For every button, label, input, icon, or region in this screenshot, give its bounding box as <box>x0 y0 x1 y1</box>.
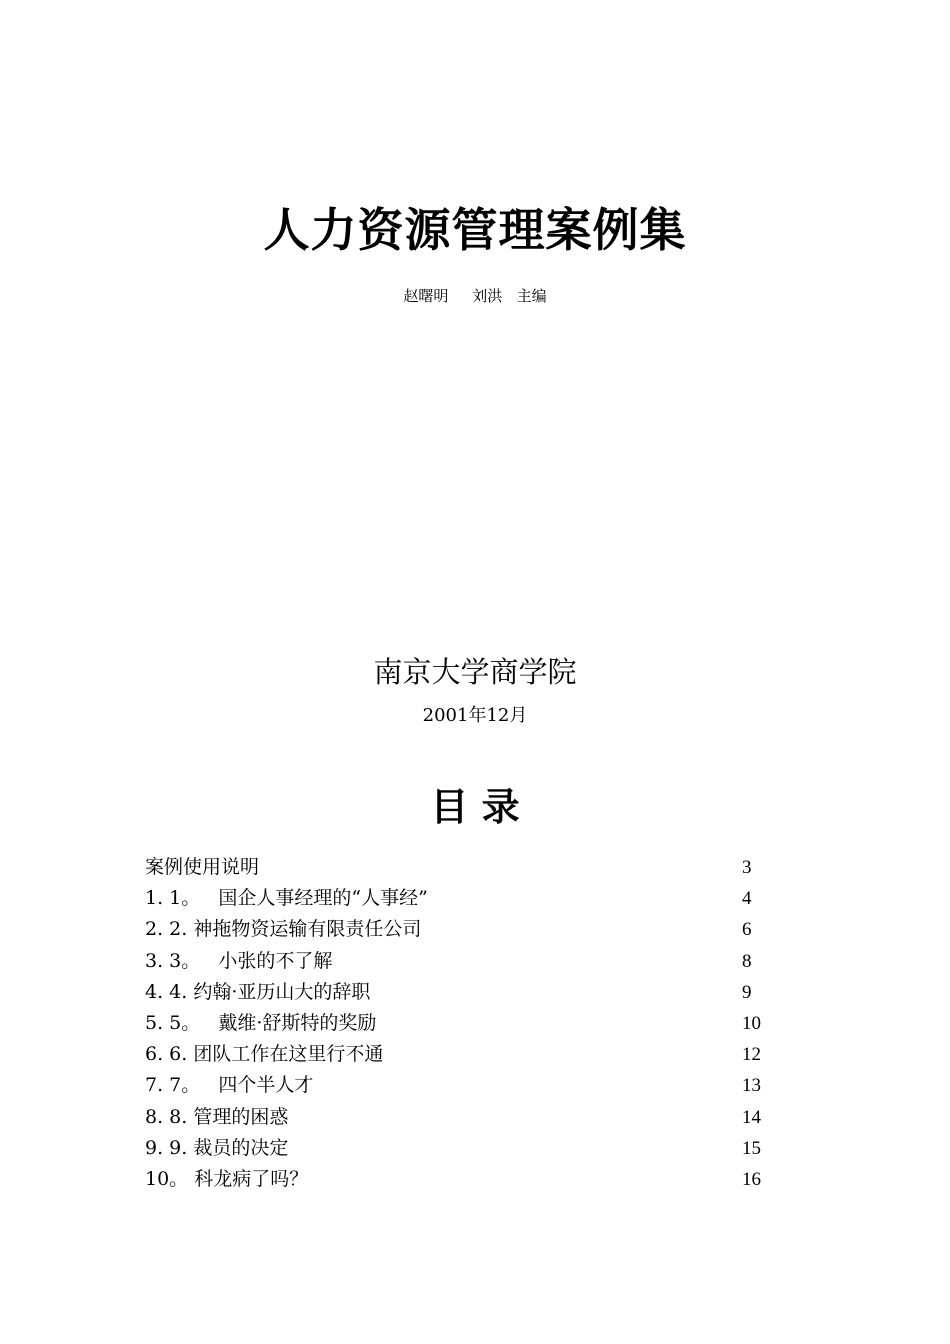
toc-entry-page: 3 <box>742 857 752 878</box>
toc-entry-page: 4 <box>742 888 752 910</box>
institution-name: 南京大学商学院 <box>373 655 577 689</box>
toc-entry-page: 9 <box>742 981 752 1003</box>
toc-entry-title: 9. 9. 裁员的决定 <box>145 1136 289 1159</box>
toc-entry[interactable] <box>145 1133 785 1164</box>
toc-entry-page: 13 <box>742 1075 761 1097</box>
toc-entry[interactable] <box>145 1008 785 1039</box>
publication-date: 2001年12月 <box>422 705 528 726</box>
toc-entry[interactable] <box>145 1070 785 1101</box>
toc-entry[interactable] <box>145 1039 785 1070</box>
toc-entry-page: 8 <box>742 950 752 972</box>
toc-entry-title: 2. 2. 神拖物资运输有限责任公司 <box>145 918 422 941</box>
toc-entry[interactable] <box>145 1164 785 1195</box>
toc-entry-title: 5. 5。 戴维·舒斯特的奖励 <box>145 1011 377 1034</box>
toc-entry-page: 6 <box>742 919 752 941</box>
toc-entry-title: 7. 7。 四个半人才 <box>145 1074 314 1097</box>
book-title: 人力资源管理案例集 <box>263 203 687 257</box>
toc-entry-title: 3. 3。 小张的不了解 <box>145 949 333 972</box>
toc-entry-title: 4. 4. 约翰·亚历山大的辞职 <box>145 980 371 1003</box>
toc-entry[interactable] <box>145 1102 785 1133</box>
toc-heading: 目 录 <box>430 785 520 829</box>
toc-entry[interactable] <box>145 883 785 914</box>
editors-line: 赵曙明 刘洪 主编 <box>403 287 547 305</box>
toc-entry[interactable] <box>145 852 785 883</box>
toc-entry-page: 16 <box>742 1168 761 1190</box>
toc-entry-title: 8. 8. 管理的困惑 <box>145 1105 289 1128</box>
toc-entry-title: 案例使用说明 <box>145 856 260 878</box>
toc-entry-title: 10。 科龙病了吗？ <box>145 1167 309 1190</box>
toc-entry[interactable] <box>145 914 785 945</box>
toc-entry-page: 15 <box>742 1137 761 1159</box>
toc-entry-page: 14 <box>742 1106 761 1128</box>
toc-entry[interactable] <box>145 977 785 1008</box>
toc-entry-title: 6. 6. 团队工作在这里行不通 <box>145 1043 384 1066</box>
toc-entry-title: 1. 1。 国企人事经理的“人事经” <box>145 887 428 910</box>
table-of-contents <box>145 852 785 1195</box>
toc-entry-page: 12 <box>742 1044 761 1066</box>
toc-entry-page: 10 <box>742 1012 761 1034</box>
toc-entry[interactable] <box>145 946 785 977</box>
